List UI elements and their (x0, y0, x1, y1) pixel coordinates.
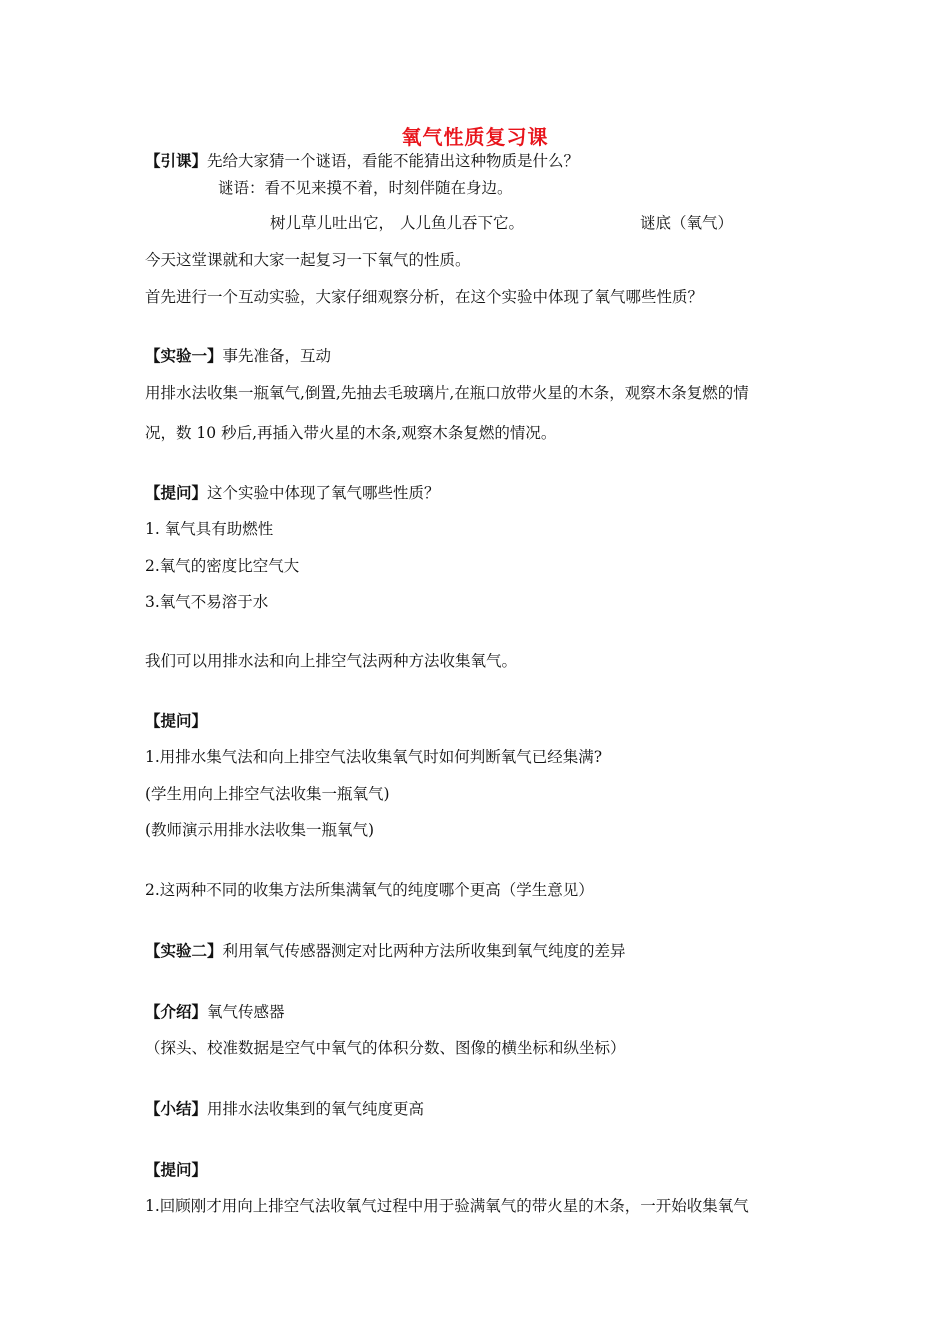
experiment-2-heading (145, 941, 626, 961)
introduction-note: （探头、校准数据是空气中氧气的体积分数、图像的横坐标和纵坐标） (145, 1039, 626, 1057)
experiment-1-heading (145, 346, 331, 366)
question-1-tag: 【提问】 (145, 483, 208, 502)
paragraph-today: 今天这堂课就和大家一起复习一下氧气的性质。 (145, 251, 471, 269)
paragraph-first: 首先进行一个互动实验，大家仔细观察分析，在这个实验中体现了氧气哪些性质？ (145, 288, 704, 306)
riddle-line-2a: 树儿草儿吐出它， (270, 214, 395, 232)
question-1-item-2: 2.氧气的密度比空气大 (145, 557, 300, 575)
question-2-note-2: (教师演示用排水法收集一瓶氧气) (145, 821, 375, 839)
question-2-note-1: (学生用向上排空气法收集一瓶氧气) (145, 785, 390, 803)
question-3-item-1: 1.回顾刚才用向上排空气法收氧气过程中用于验满氧气的带火星的木条，一开始收集氧气 (145, 1197, 749, 1215)
riddle-answer: 谜底（氧气） (640, 214, 734, 232)
question-2-tag-text: 【提问】 (145, 711, 208, 730)
introduction-text: 氧气传感器 (207, 1003, 285, 1021)
question-3-tag (145, 1160, 207, 1180)
experiment-1-desc-line-2: 况，数 10 秒后,再插入带火星的木条,观察木条复燃的情况。 (145, 424, 557, 442)
introduction-tag: 【介绍】 (145, 1002, 208, 1021)
riddle-line-1: 谜语：看不见来摸不着，时刻伴随在身边。 (218, 179, 513, 197)
page-title: 氧气性质复习课 (401, 125, 549, 149)
riddle-line-2b: 人儿鱼儿吞下它。 (400, 214, 525, 232)
summary-heading (145, 1099, 424, 1119)
question-1-text: 这个实验中体现了氧气哪些性质？ (207, 484, 440, 502)
intro-tag: 【引课】 (145, 151, 208, 170)
experiment-1-tag: 【实验一】 (145, 346, 223, 365)
summary-tag: 【小结】 (145, 1099, 208, 1118)
experiment-1-text: 事先准备，互动 (222, 347, 332, 365)
question-3-tag-text: 【提问】 (145, 1160, 208, 1179)
summary-text: 用排水法收集到的氧气纯度更高 (207, 1100, 425, 1118)
paragraph-collect: 我们可以用排水法和向上排空气法两种方法收集氧气。 (145, 652, 518, 670)
introduction-heading (145, 1002, 285, 1022)
question-2-item-2: 2.这两种不同的收集方法所集满氧气的纯度哪个更高（学生意见） (145, 881, 594, 899)
question-1-heading (145, 483, 440, 503)
experiment-2-tag: 【实验二】 (145, 941, 223, 960)
experiment-1-desc-line-1: 用排水法收集一瓶氧气,倒置,先抽去毛玻璃片,在瓶口放带火星的木条，观察木条复燃的情 (145, 384, 749, 402)
question-2-item-1: 1.用排水集气法和向上排空气法收集氧气时如何判断氧气已经集满? (145, 748, 603, 766)
question-1-item-1: 1. 氧气具有助燃性 (145, 520, 274, 538)
intro-paragraph (145, 151, 579, 171)
intro-text: 先给大家猜一个谜语，看能不能猜出这种物质是什么？ (207, 152, 580, 170)
question-1-item-3: 3.氧气不易溶于水 (145, 593, 269, 611)
question-2-tag (145, 711, 207, 731)
experiment-2-text: 利用氧气传感器测定对比两种方法所收集到氧气纯度的差异 (222, 942, 626, 960)
